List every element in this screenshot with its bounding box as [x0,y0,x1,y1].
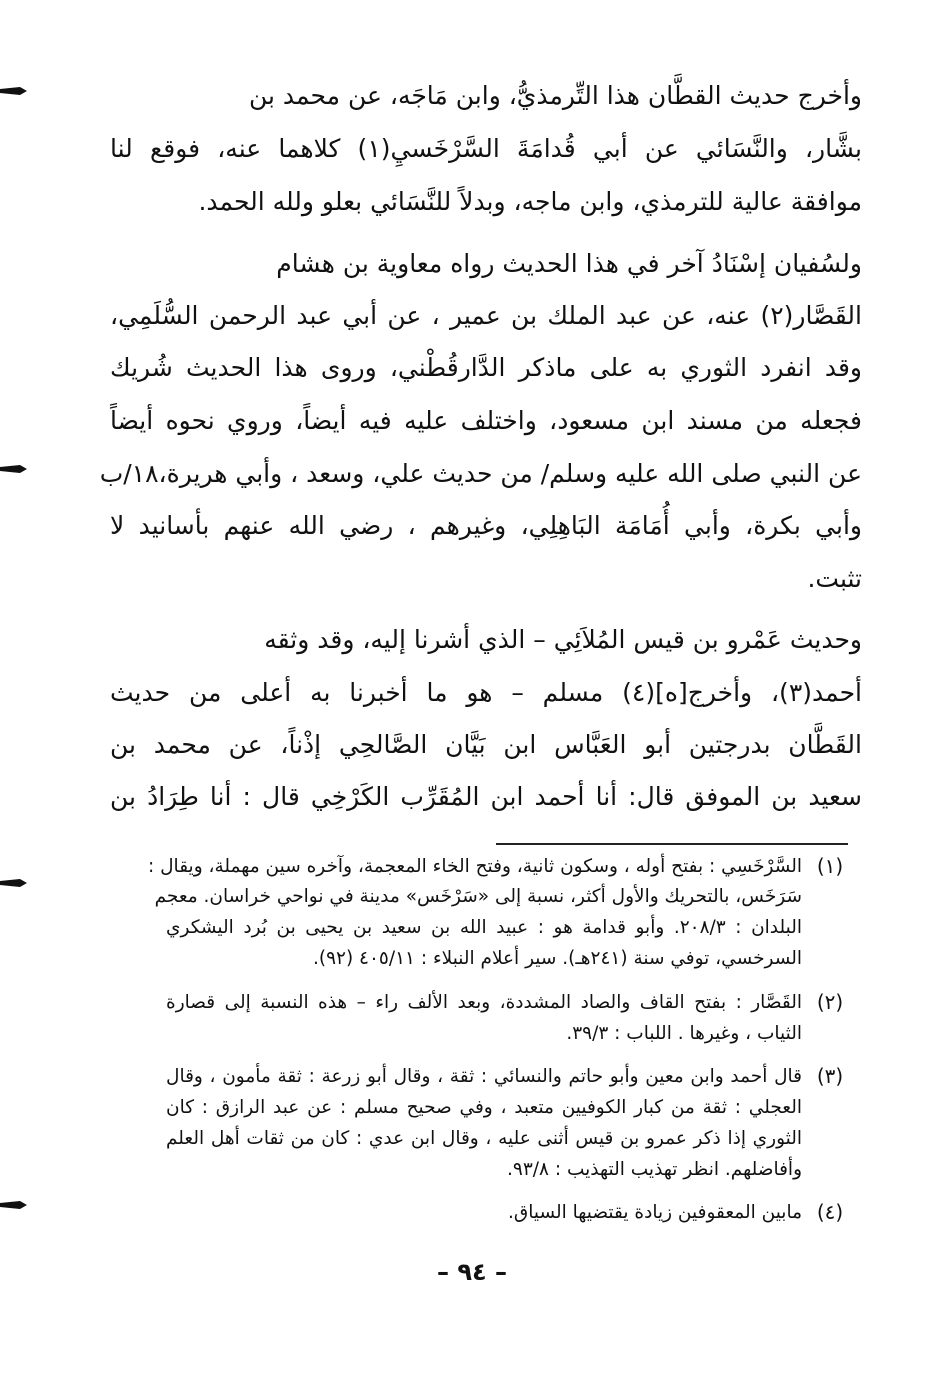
binding-mark [0,464,28,474]
footnote-line: العجلي : ثقة من كبار الكوفيين متعبد ، وفي صحيح مسلم : عن عبد الرازق : كان [166,1097,802,1118]
page-number: – ٩٤ – [436,1258,507,1286]
footnote-line: السَّرْخَسِي : بفتح أوله ، وسكون ثانية، وفتح الخاء المعجمة، وآخره سين مهملة، ويقال : [148,856,802,877]
text-line: وحديث عَمْرو بن قيس المُلاَئِي – الذي أشرنا إليه، وقد وثقه [264,625,862,654]
text-line: وأبي بكرة، وأبي أُمَامَة البَاهِلِي، وغيرهم ، رضي الله عنهم بأسانيد لا [110,511,862,540]
footnote-line: الثوري إذا ذكر عمرو بن قيس أثنى عليه ، وقال ابن عدي : كان من ثقات أهل العلم [166,1128,802,1149]
binding-mark [0,86,28,96]
footnote-separator [496,843,848,845]
text-line: عن النبي صلى الله عليه وسلم/ من حديث علي، وسعد ، وأبي هريرة،١٨/ب [99,459,862,488]
footnote-line: الثياب ، وغيرها . اللباب : ٣٩/٣. [566,1023,802,1044]
text-line: موافقة عالية للترمذي، وابن ماجه، وبدلاً للنَّسَائي بعلو ولله الحمد. [198,187,862,216]
text-line: بشَّار، والنَّسَائي عن أبي قُدامَةَ السَّرْخَسيِ(١) كلاهما عنه، فوقع لنا [110,134,863,163]
binding-mark [0,878,28,888]
text-line: فجعله من مسند ابن مسعود، واختلف عليه فيه أيضاً، وروي نحوه أيضاً [110,406,862,435]
text-line: سعيد بن الموفق قال: أنا أحمد ابن المُقَرِّب الكَرْخِي قال : أنا طِرَادُ بن [110,782,862,811]
text-line: تثبت. [807,564,862,593]
footnote-number: (٣) [816,1064,844,1088]
text-line: القَصَّار(٢) عنه، عن عبد الملك بن عمير ، عن أبي عبد الرحمن السُّلَمِي، [110,301,862,330]
binding-mark [0,1200,28,1210]
text-line: القَطَّان بدرجتين أبو العَبَّاس ابن بَيَّان الصَّالحِي إذْناً، عن محمد بن [110,730,862,759]
footnote-line: وأفاضلهم. انظر تهذيب التهذيب : ٩٣/٨. [507,1159,802,1180]
footnote-number: (٢) [816,990,844,1014]
footnote-line: السرخسي، توفي سنة (٢٤١هـ). سير أعلام النبلاء : ٤٠٥/١١ (٩٢). [312,948,802,969]
footnote-line: القَصَّار : بفتح القاف والصاد المشددة، وبعد الألف راء – هذه النسبة إلى قصارة [166,992,802,1013]
footnote-number: (١) [816,854,844,878]
footnote-line: قال أحمد وابن معين وأبو حاتم والنسائي : ثقة ، وقال أبو زرعة : ثقة مأمون ، وقال [166,1066,802,1087]
footnote-number: (٤) [816,1200,844,1224]
footnote-line: سَرَخَس، بالتحريك والأول أكثر، نسبة إلى «سَرْخَس» مدينة في نواحي خراسان. معجم [154,886,802,907]
footnote-line: مابين المعقوفين زيادة يقتضيها السياق. [508,1202,802,1223]
text-line: أحمد(٣)، وأخرج[ه](٤) مسلم – هو ما أخبرنا به أعلى من حديث [110,678,862,707]
text-line: وقد انفرد الثوري به على ماذكر الدَّارقُطْني، وروى هذا الحديث شُريك [110,353,862,382]
text-line: ولسُفيان إسْنَادُ آخر في هذا الحديث رواه معاوية بن هشام [276,249,862,278]
footnote-line: البلدان : ٢٠٨/٣. وأبو قدامة هو : عبيد الله بن سعيد بن يحيى بن بُرد اليشكري [166,917,802,938]
text-line: وأخرج حديث القطَّان هذا التِّرمذيُّ، وابن مَاجَه، عن محمد بن [249,81,862,110]
